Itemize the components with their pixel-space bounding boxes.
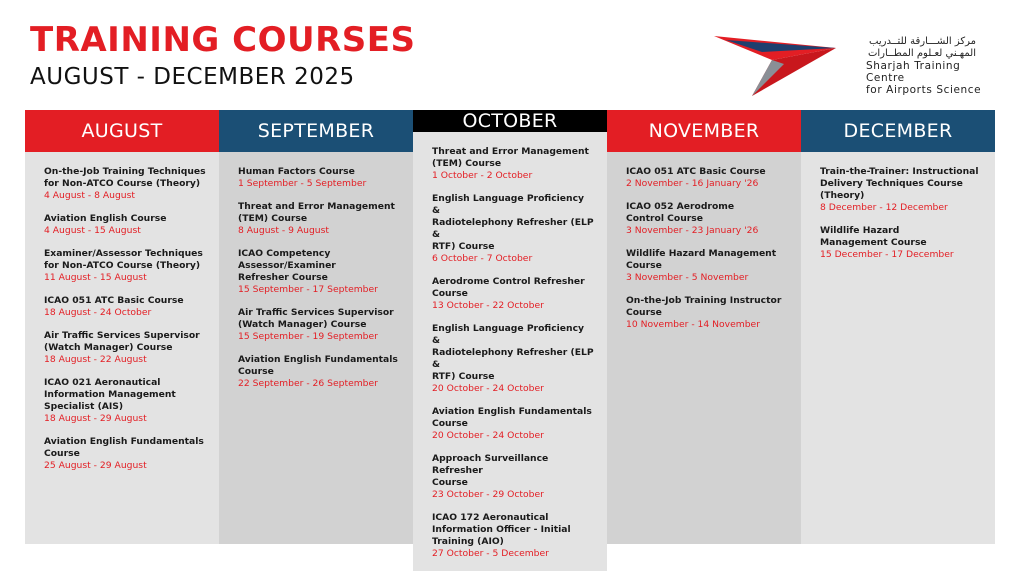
- course-item: [44, 330, 207, 366]
- month-header: OCTOBER: [413, 110, 607, 132]
- course-item: [432, 146, 595, 182]
- paper-plane-logo-icon: [712, 30, 840, 98]
- course-date: 1 October - 2 October: [432, 170, 533, 181]
- course-item: [820, 166, 983, 214]
- logo-english-line-1: Sharjah Training Centre: [866, 60, 961, 84]
- course-date: 2 November - 16 January '26: [626, 178, 759, 189]
- course-name: Air Traffic Services Supervisor (Watch Manager) Course: [44, 330, 200, 353]
- course-item: [44, 436, 207, 472]
- course-item: [238, 307, 401, 343]
- course-item: [44, 377, 207, 425]
- course-name: Aerodrome Control Refresher Course: [432, 276, 585, 299]
- course-name: Aviation English Fundamentals Course: [432, 406, 592, 429]
- course-date: 4 August - 8 August: [44, 190, 135, 201]
- month-header: NOVEMBER: [607, 110, 801, 152]
- course-name: English Language Proficiency & Radiotelephony Refresher (ELP & RTF) Course: [432, 323, 594, 382]
- course-date: 4 August - 15 August: [44, 225, 141, 236]
- course-name: Train-the-Trainer: Instructional Delivery Techniques Course (Theory): [820, 166, 979, 201]
- course-name: English Language Proficiency & Radiotelephony Refresher (ELP & RTF) Course: [432, 193, 594, 252]
- course-name: Examiner/Assessor Techniques for Non-ATCO Course (Theory): [44, 248, 203, 271]
- course-date: 15 December - 17 December: [820, 249, 954, 260]
- month-header: AUGUST: [25, 110, 219, 152]
- course-name: ICAO 052 Aerodrome Control Course: [626, 201, 735, 224]
- course-name: Wildlife Hazard Management Course: [820, 225, 927, 248]
- organization-logo-text: [866, 36, 996, 96]
- course-date: 25 August - 29 August: [44, 460, 147, 471]
- month-column-august: [25, 110, 219, 544]
- course-name: On-the-Job Training Instructor Course: [626, 295, 782, 318]
- page-subtitle: AUGUST - DECEMBER 2025: [30, 64, 355, 90]
- month-column-november: [607, 110, 801, 544]
- course-date: 8 December - 12 December: [820, 202, 948, 213]
- course-item: [44, 295, 207, 319]
- month-course-list: [801, 152, 995, 544]
- course-date: 8 August - 9 August: [238, 225, 329, 236]
- course-item: [44, 213, 207, 237]
- course-name: ICAO Competency Assessor/Examiner Refresher Course: [238, 248, 336, 283]
- course-schedule-board: [25, 110, 995, 559]
- logo-arabic-line-1: مركز الشـــارقة للتــدريب: [869, 36, 976, 47]
- page-title: TRAINING COURSES: [30, 20, 416, 60]
- month-column-september: [219, 110, 413, 544]
- course-item: [626, 166, 789, 190]
- month-header: SEPTEMBER: [219, 110, 413, 152]
- course-date: 15 September - 19 September: [238, 331, 378, 342]
- course-date: 22 September - 26 September: [238, 378, 378, 389]
- course-date: 3 November - 5 November: [626, 272, 749, 283]
- course-name: Air Traffic Services Supervisor (Watch Manager) Course: [238, 307, 394, 330]
- course-name: Threat and Error Management (TEM) Course: [238, 201, 395, 224]
- course-date: 6 October - 7 October: [432, 253, 533, 264]
- course-item: [238, 201, 401, 237]
- course-date: 20 October - 24 October: [432, 430, 544, 441]
- logo-arabic-line-2: المهـني لعـلوم المطــارات: [867, 48, 976, 59]
- course-item: [626, 248, 789, 284]
- course-date: 18 August - 22 August: [44, 354, 147, 365]
- course-item: [44, 248, 207, 284]
- course-item: [238, 248, 401, 296]
- month-course-list: [25, 152, 219, 544]
- course-item: [238, 166, 401, 190]
- course-date: 18 August - 29 August: [44, 413, 147, 424]
- course-date: 3 November - 23 January '26: [626, 225, 759, 236]
- course-item: [626, 295, 789, 331]
- course-name: On-the-Job Training Techniques for Non-ATCO Course (Theory): [44, 166, 206, 189]
- course-name: ICAO 172 Aeronautical Information Officer - Initial Training (AIO): [432, 512, 571, 547]
- course-name: Human Factors Course: [238, 166, 355, 177]
- course-name: Aviation English Course: [44, 213, 167, 224]
- month-course-list: [413, 132, 607, 571]
- course-date: 20 October - 24 October: [432, 383, 544, 394]
- course-item: [432, 453, 595, 501]
- course-item: [432, 323, 595, 395]
- course-item: [626, 201, 789, 237]
- course-item: [44, 166, 207, 202]
- course-name: Threat and Error Management (TEM) Course: [432, 146, 589, 169]
- course-date: 1 September - 5 September: [238, 178, 367, 189]
- course-name: Aviation English Fundamentals Course: [44, 436, 204, 459]
- course-item: [432, 193, 595, 265]
- month-course-list: [607, 152, 801, 544]
- month-column-december: [801, 110, 995, 544]
- course-date: 15 September - 17 September: [238, 284, 378, 295]
- course-date: 18 August - 24 October: [44, 307, 152, 318]
- course-date: 13 October - 22 October: [432, 300, 544, 311]
- course-name: Wildlife Hazard Management Course: [626, 248, 777, 271]
- course-name: Approach Surveillance Refresher Course: [432, 453, 549, 488]
- course-date: 27 October - 5 December: [432, 548, 549, 559]
- course-item: [432, 276, 595, 312]
- course-date: 10 November - 14 November: [626, 319, 760, 330]
- month-header: DECEMBER: [801, 110, 995, 152]
- course-name: Aviation English Fundamentals Course: [238, 354, 398, 377]
- course-name: ICAO 021 Aeronautical Information Management Specialist (AIS): [44, 377, 176, 412]
- course-date: 23 October - 29 October: [432, 489, 544, 500]
- course-name: ICAO 051 ATC Basic Course: [626, 166, 766, 177]
- course-date: 11 August - 15 August: [44, 272, 147, 283]
- course-item: [432, 406, 595, 442]
- month-column-october: [413, 110, 607, 559]
- course-item: [432, 512, 595, 560]
- logo-english-line-2: for Airports Science: [866, 84, 982, 96]
- course-item: [238, 354, 401, 390]
- course-item: [820, 225, 983, 261]
- month-course-list: [219, 152, 413, 544]
- course-name: ICAO 051 ATC Basic Course: [44, 295, 184, 306]
